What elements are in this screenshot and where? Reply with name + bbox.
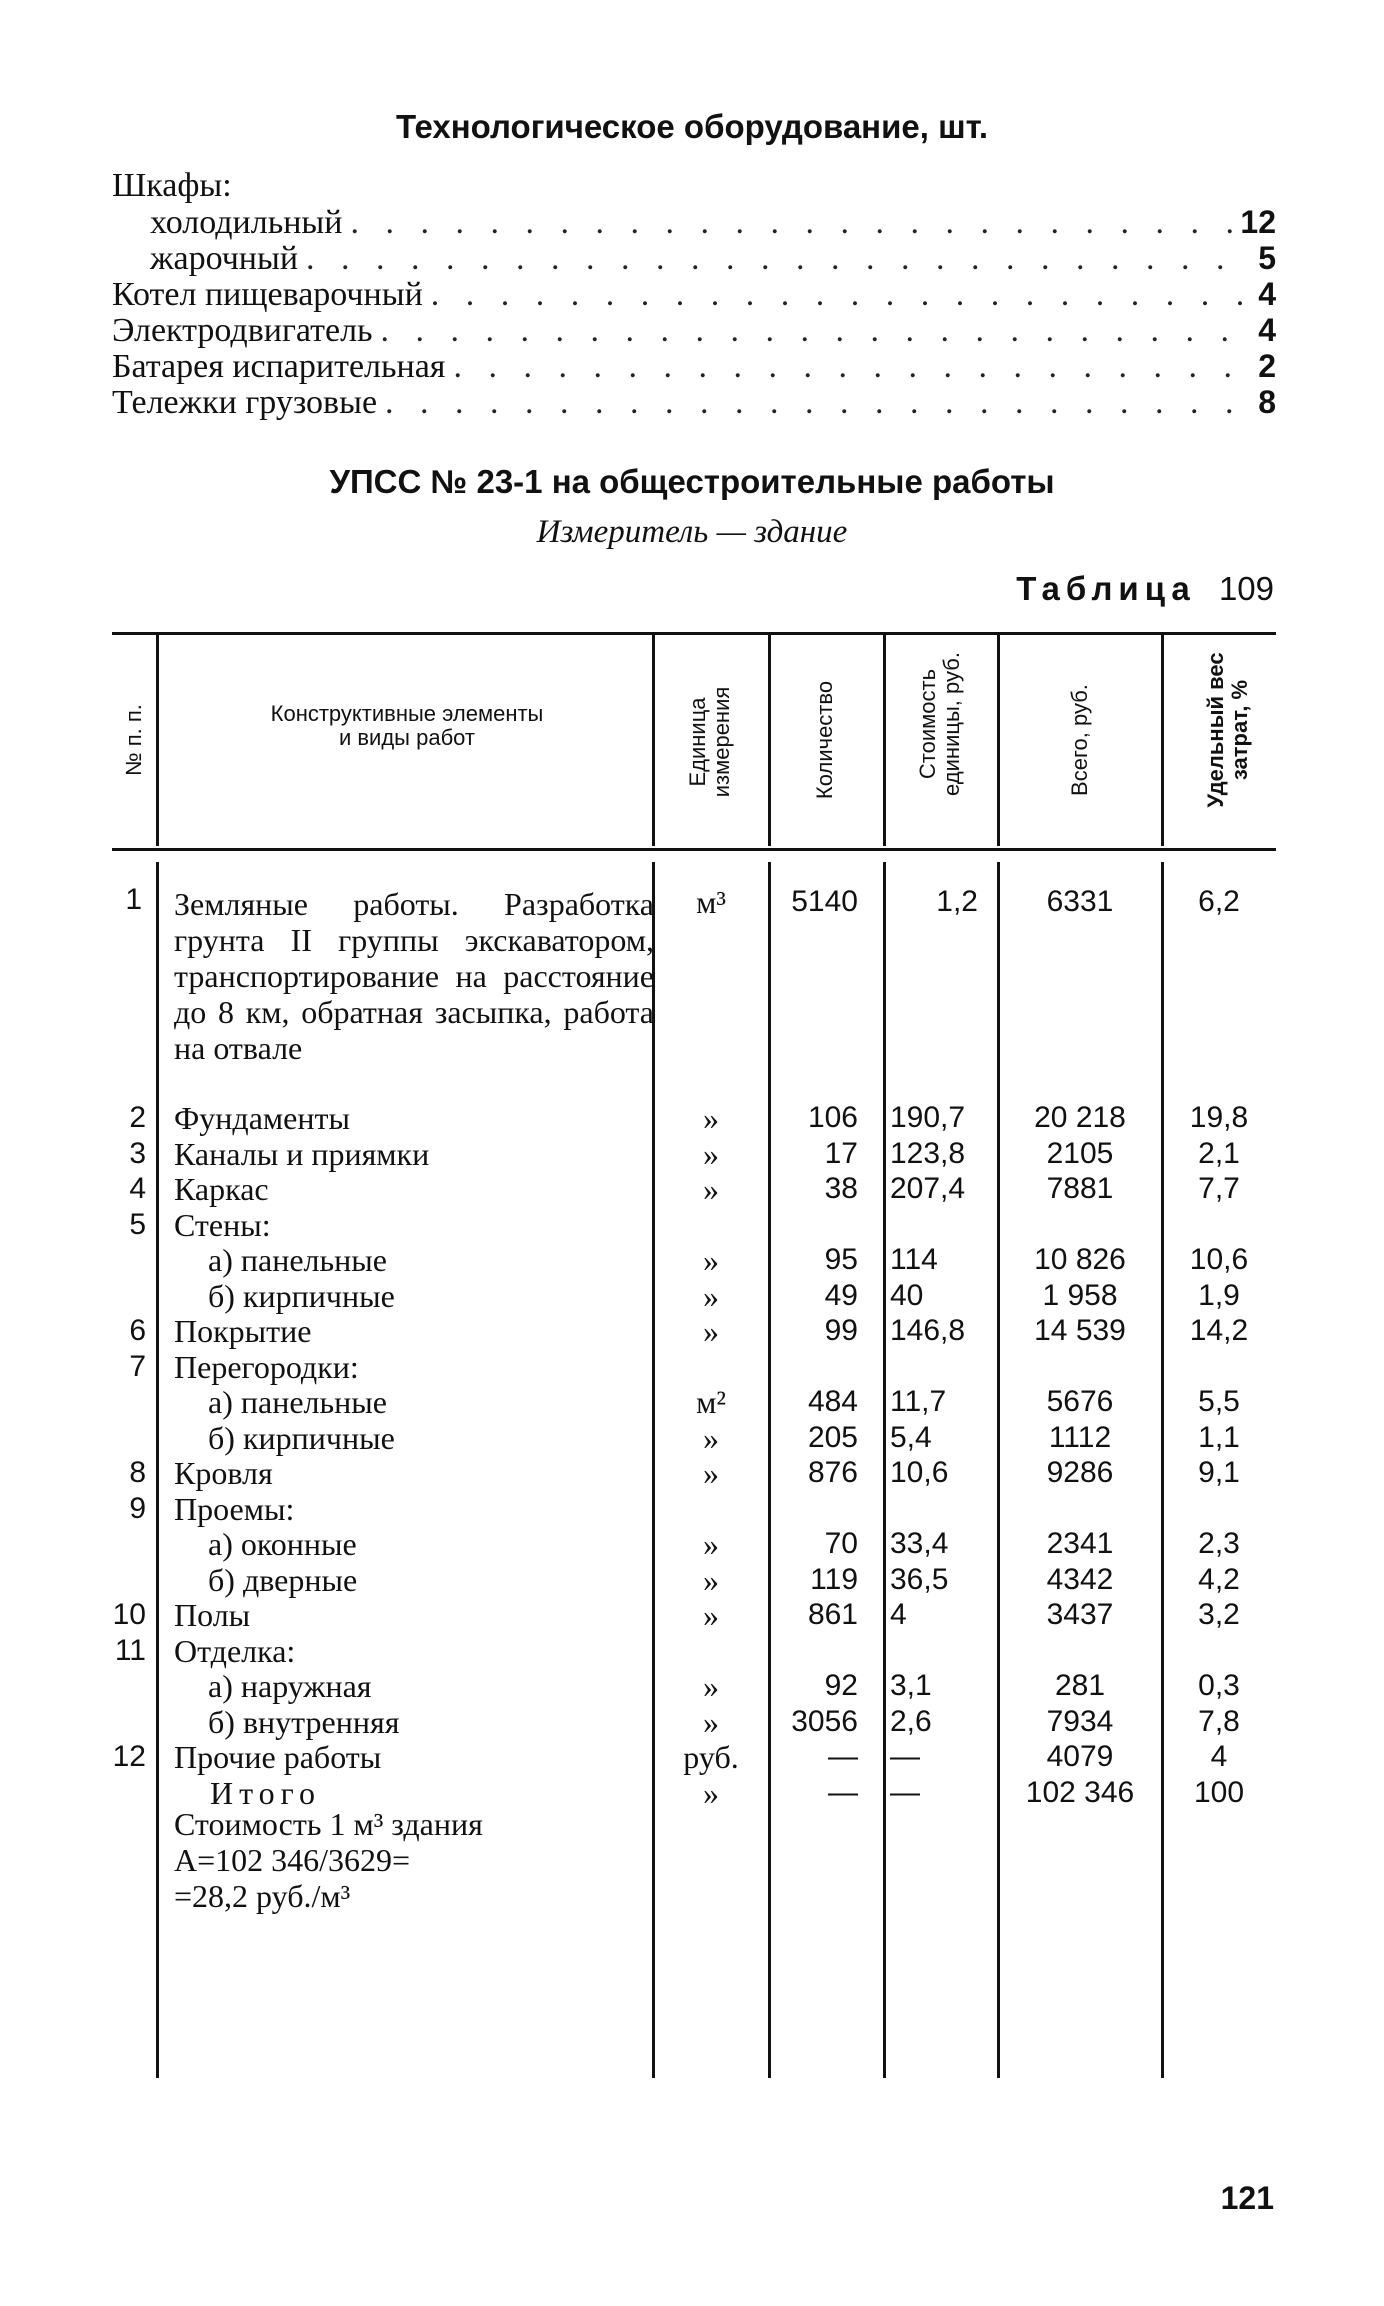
- row-num: 8: [129, 1456, 146, 1489]
- row-qty: —: [828, 1776, 858, 1809]
- row-unit: »: [703, 1562, 719, 1598]
- row-share: 1,1: [1198, 1421, 1240, 1454]
- leader-dots: [350, 205, 1232, 241]
- header-total: Всего, руб.: [1067, 684, 1092, 796]
- row-total: 14 539: [1034, 1314, 1126, 1347]
- row-name: б) кирпичные: [208, 1420, 395, 1456]
- row-qty: —: [828, 1740, 858, 1773]
- row-num: 12: [112, 1740, 146, 1773]
- row-unit: »: [703, 1455, 719, 1491]
- col-divider: [156, 634, 159, 846]
- row-share: 100: [1193, 1776, 1245, 1809]
- row-share: 2,1: [1198, 1137, 1240, 1170]
- row-num: 10: [112, 1598, 146, 1631]
- leader-dots: [431, 277, 1250, 313]
- row-qty: 92: [824, 1669, 858, 1702]
- row-cost: 146,8: [890, 1314, 966, 1347]
- equipment-item-label: холодильный: [150, 204, 343, 241]
- equipment-item-value: 8: [1258, 384, 1276, 420]
- meter-subtitle: Измеритель — здание: [536, 514, 848, 550]
- row-name: б) дверные: [208, 1562, 358, 1598]
- row-qty: 95: [824, 1243, 858, 1276]
- equipment-item: [112, 384, 1276, 421]
- row-name: а) оконные: [208, 1526, 357, 1562]
- row-share: 4: [1210, 1740, 1228, 1773]
- equipment-item: [112, 348, 1276, 385]
- row-share: 9,1: [1198, 1456, 1240, 1489]
- row-share: 6,2: [1198, 885, 1240, 918]
- row-total: 1 958: [1042, 1279, 1118, 1312]
- equipment-item: [112, 204, 1276, 241]
- row-num: 11: [114, 1634, 146, 1667]
- row-share: 2,3: [1198, 1527, 1240, 1560]
- row-name: Фундаменты: [174, 1100, 350, 1136]
- row-cost: 40: [890, 1279, 924, 1312]
- row-num: 5: [129, 1208, 146, 1241]
- row-name: Перегородки:: [174, 1349, 359, 1385]
- row-share: 1,9: [1198, 1279, 1240, 1312]
- col-divider: [652, 634, 655, 846]
- row-name: Отделка:: [174, 1633, 296, 1669]
- row-num: 3: [129, 1137, 146, 1170]
- row-cost: —: [890, 1776, 920, 1809]
- equipment-group-label: Шкафы:: [112, 167, 232, 204]
- row-cost: 114: [890, 1243, 938, 1276]
- row-cost: 5,4: [890, 1421, 932, 1454]
- row-num: 4: [129, 1172, 146, 1205]
- row-name: Стены:: [174, 1207, 271, 1243]
- row-unit: »: [703, 1278, 719, 1314]
- row-qty: 3056: [791, 1705, 858, 1738]
- row-cost: 3,1: [890, 1669, 932, 1702]
- row-name: б) внутренняя: [208, 1704, 400, 1740]
- row-num: 7: [129, 1350, 146, 1383]
- row-qty: 484: [807, 1385, 858, 1418]
- row-cost: 2,6: [890, 1705, 932, 1738]
- row-unit: »: [703, 1597, 719, 1633]
- col-divider: [156, 862, 159, 2078]
- row-total: 20 218: [1034, 1101, 1126, 1134]
- row-total: 7881: [1046, 1172, 1114, 1205]
- col-divider: [883, 862, 886, 2078]
- row-cost: 1,2: [936, 885, 978, 918]
- row-share: 19,8: [1189, 1101, 1249, 1134]
- row-total: 7934: [1046, 1705, 1114, 1738]
- table-word: Таблица: [1016, 570, 1196, 607]
- equipment-item-label: Батарея испарительная: [112, 348, 446, 385]
- row-num: 6: [129, 1314, 146, 1347]
- row-qty: 5140: [791, 885, 858, 918]
- row-qty: 205: [807, 1421, 858, 1454]
- row-total: 102 346: [1025, 1776, 1135, 1809]
- row-unit: »: [703, 1100, 719, 1136]
- row-name: Кровля: [174, 1455, 273, 1491]
- row-cost: 11,7: [890, 1385, 947, 1418]
- row-qty: 17: [824, 1137, 858, 1170]
- header-share: Удельный вес затрат, %: [1203, 652, 1252, 808]
- table-top-rule: [112, 632, 1276, 635]
- row-total: 2105: [1046, 1137, 1114, 1170]
- row-qty: 876: [807, 1456, 858, 1489]
- row-cost: 4: [890, 1598, 907, 1631]
- row-qty: 70: [824, 1527, 858, 1560]
- row-unit: м³: [696, 884, 726, 920]
- row-cost: 207,4: [890, 1172, 966, 1205]
- equipment-item: [112, 240, 1276, 277]
- equipment-item-label: Электродвигатель: [112, 312, 373, 349]
- row-unit: м²: [696, 1384, 726, 1420]
- row-share: 10,6: [1189, 1243, 1249, 1276]
- row-qty: 99: [824, 1314, 858, 1347]
- row-total: 281: [1054, 1669, 1106, 1702]
- row-name: Проемы:: [174, 1491, 295, 1527]
- section-title: УПСС № 23-1 на общестроительные работы: [329, 463, 1055, 500]
- equipment-item-label: жарочный: [150, 240, 299, 277]
- row-name: а) панельные: [208, 1384, 387, 1420]
- leader-dots: [381, 313, 1251, 349]
- footer-line-1: Стоимость 1 м³ здания: [174, 1806, 483, 1842]
- equipment-item-label: Котел пищеварочный: [112, 276, 423, 313]
- row-total: 3437: [1046, 1598, 1114, 1631]
- row-share: 5,5: [1198, 1385, 1240, 1418]
- equipment-item-value: 12: [1240, 204, 1276, 240]
- col-divider: [997, 634, 1000, 846]
- equipment-item-label: Тележки грузовые: [112, 384, 378, 421]
- row-name: Покрытие: [174, 1313, 312, 1349]
- col-divider: [768, 634, 771, 846]
- row-name: Каркас: [174, 1171, 269, 1207]
- row-cost: 123,8: [890, 1137, 966, 1170]
- row-unit: руб.: [683, 1739, 739, 1775]
- row-num: 9: [129, 1492, 146, 1525]
- equipment-item-value: 4: [1258, 312, 1276, 348]
- row-share: 7,7: [1198, 1172, 1240, 1205]
- header-elements: Конструктивные элементы и виды работ: [270, 701, 544, 750]
- row-num: 1: [125, 883, 142, 916]
- row-unit: »: [703, 1313, 719, 1349]
- row-unit: »: [703, 1136, 719, 1172]
- row-unit: »: [703, 1704, 719, 1740]
- row-qty: 861: [807, 1598, 858, 1631]
- row-qty: 106: [807, 1101, 858, 1134]
- row-name: Прочие работы: [174, 1739, 382, 1775]
- row-description: Земляные работы. Разработка грунта II группы экскаватором, транспортирование на расстояние до 8 км, обратная засыпка, работа на отвале: [174, 886, 654, 1066]
- page-number: 121: [1220, 2180, 1274, 2216]
- header-unit: Единица измерения: [685, 686, 734, 798]
- row-total: 9286: [1046, 1456, 1114, 1489]
- row-share: 14,2: [1189, 1314, 1249, 1347]
- row-name: а) панельные: [208, 1242, 387, 1278]
- row-qty: 119: [810, 1563, 858, 1596]
- row-total: 2341: [1046, 1527, 1114, 1560]
- row-unit: »: [703, 1526, 719, 1562]
- row-total: 1112: [1048, 1421, 1112, 1454]
- row-unit: »: [703, 1171, 719, 1207]
- row-share: 3,2: [1198, 1598, 1240, 1631]
- col-divider: [1161, 634, 1164, 846]
- row-total: 10 826: [1034, 1243, 1126, 1276]
- row-share: 4,2: [1198, 1563, 1240, 1596]
- row-cost: —: [890, 1740, 920, 1773]
- row-name: Каналы и приямки: [174, 1136, 430, 1172]
- row-name: Итого: [210, 1775, 321, 1811]
- leader-dots: [306, 241, 1250, 277]
- row-unit: »: [703, 1775, 719, 1811]
- equipment-item: [112, 276, 1276, 313]
- equipment-item: [112, 312, 1276, 349]
- table-header-rule: [112, 848, 1276, 851]
- equipment-item-value: 2: [1258, 348, 1276, 384]
- row-cost: 190,7: [890, 1101, 966, 1134]
- leader-dots: [385, 385, 1250, 421]
- row-qty: 49: [824, 1279, 858, 1312]
- leader-dots: [453, 349, 1250, 385]
- table-caption: [1016, 570, 1274, 608]
- row-cost: 33,4: [890, 1527, 949, 1560]
- row-total: 6331: [1046, 885, 1114, 918]
- row-total: 5676: [1046, 1385, 1114, 1418]
- row-share: 7,8: [1198, 1705, 1240, 1738]
- header-num: № п. п.: [121, 704, 146, 776]
- row-total: 4342: [1046, 1563, 1114, 1596]
- header-cost: Стоимость единицы, руб.: [915, 652, 964, 796]
- footer-line-2: А=102 346/3629=: [174, 1842, 411, 1878]
- equipment-item-value: 4: [1258, 276, 1276, 312]
- equipment-item-value: 5: [1258, 240, 1276, 276]
- row-unit: »: [703, 1668, 719, 1704]
- row-qty: 38: [824, 1172, 858, 1205]
- table-number: 109: [1218, 570, 1274, 607]
- row-name: а) наружная: [208, 1668, 372, 1704]
- row-unit: »: [703, 1242, 719, 1278]
- footer-line-3: =28,2 руб./м³: [174, 1878, 351, 1914]
- row-share: 0,3: [1198, 1669, 1240, 1702]
- equipment-heading: Технологическое оборудование, шт.: [395, 108, 989, 145]
- row-num: 2: [129, 1101, 146, 1134]
- row-unit: »: [703, 1420, 719, 1456]
- row-name: б) кирпичные: [208, 1278, 395, 1314]
- row-cost: 36,5: [890, 1563, 949, 1596]
- row-name: Полы: [174, 1597, 251, 1633]
- row-total: 4079: [1046, 1740, 1114, 1773]
- col-divider: [883, 634, 886, 846]
- header-qty: Количество: [812, 680, 837, 800]
- row-cost: 10,6: [890, 1456, 949, 1489]
